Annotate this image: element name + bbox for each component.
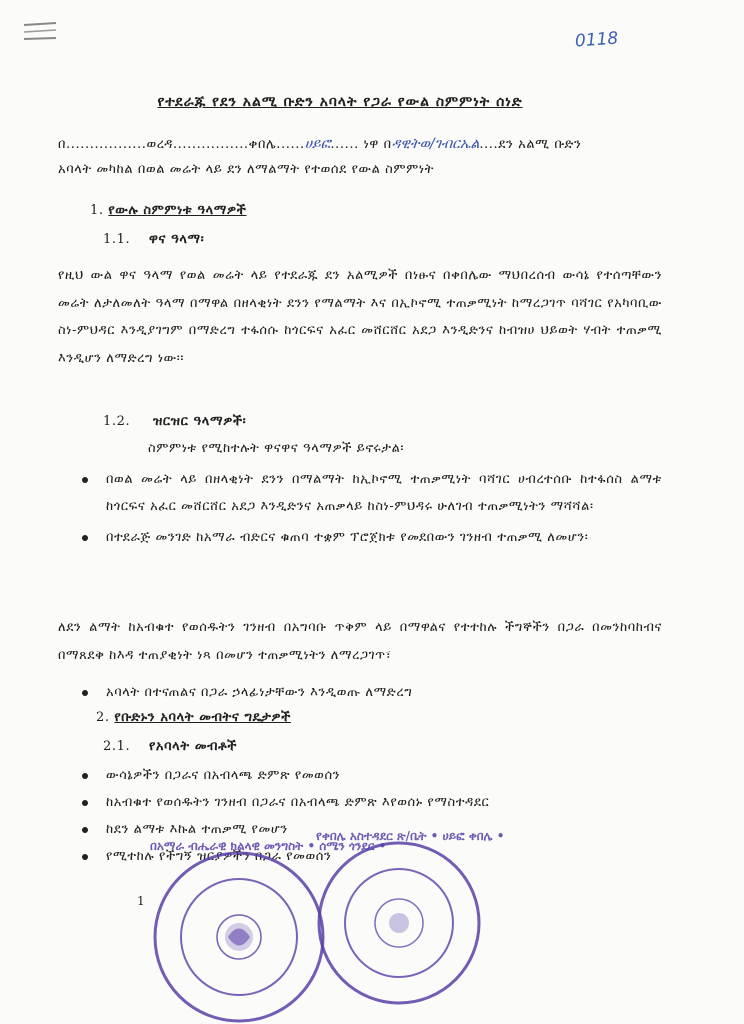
section-2-1-number: 2.1. xyxy=(103,739,131,754)
handwritten-page-reference: 0118 xyxy=(574,28,619,52)
intro-group-label: ደን አልሚ ቡድን xyxy=(498,137,582,152)
bullet-icon xyxy=(82,773,88,779)
bullet-icon xyxy=(82,690,88,696)
main-objective-paragraph: የዚህ ውል ዋና ዓላማ የወል መሬት ላይ የተደራጁ ደን አልሚዎች በነፁና በቀበሌው ማህበረሰብ ውሳኔ የተሰጣቸውን መሬት ለታለመለት ዓላማ በማዋል በዘላቂነት ደንን የማልማት እና በኢኮኖሚ ተጠቃሚነት ከማረጋገጥ ባሻገር የአካባቢው ስነ-ምህዳር እንዲያገግም በማድረግ ተፋሰሱ ከጎርፍና አፈር መሸርሸር አደጋ እንዲድንና ከብዝሀ ህይወት ሃብት ተጠቃሚ እንዲሆን ለማድረግ ነው፡፡ xyxy=(58,268,662,366)
section-1-title: የውሉ ስምምነቱ ዓላማዎች xyxy=(108,203,247,218)
intro-who-label: ነዋ በ xyxy=(363,137,392,152)
section-1-heading xyxy=(90,203,246,218)
official-seal-left-icon xyxy=(150,839,387,1024)
intro-kebele-label: ቀበሌ...... xyxy=(248,137,305,152)
list-item-text: በተደራጅ መንገድ ከአማራ ብድርና ቁጠባ ተቋም ፕሮጀክቱ የመደበውን ገንዘብ ተጠቃሚ ለመሆን፡ xyxy=(106,530,589,545)
section-1-1-number: 1.1. xyxy=(103,232,131,247)
list-item-text: ከአብቁተ የወሰዱትን ገንዘብ በጋራና በአብላጫ ድምጽ እየወሰኑ የማስተዳደር xyxy=(106,795,490,810)
bullet-icon xyxy=(82,800,88,806)
list-item xyxy=(78,789,662,816)
list-item-text: ከደን ልማቱ እኩል ተጠቃሚ የመሆን xyxy=(106,822,288,837)
handwritten-kebele-name: ሀይፎ xyxy=(304,136,331,152)
bullet-icon xyxy=(82,477,88,483)
section-2-1-title: የአባላት መብቶች xyxy=(148,739,238,754)
handwritten-group-name: ዳዊትወ/ገብርኤል xyxy=(391,136,480,152)
list-item xyxy=(78,762,662,789)
seal-right-text: የቀበሌ አስተዳደር ጽ/ቤት • ሀይፎ ቀበሌ • xyxy=(316,829,505,843)
list-item-text: በወል መሬት ላይ በዘላቂነት ደንን በማልማት ከኢኮኖሚ ተጠቃሚነት ባሻገር ሀብረተሰቡ ከተፋሰስ ልማቱ ከጎርፍና አፈር መሸርሸር አደጋ እንዲድንና አጠቃላይ ከስነ-ምህዳሩ ሁለገብ ተጠቃሚነትን ማሻሻል፡ xyxy=(106,472,662,514)
section-2-1-heading xyxy=(103,739,237,754)
list-item xyxy=(78,466,662,520)
intro-in-label: በ................. xyxy=(58,137,147,152)
section-1-1-heading xyxy=(103,232,204,247)
intro-woreda-label: ወረዳ................ xyxy=(146,137,249,152)
bullet-icon xyxy=(82,535,88,541)
list-item xyxy=(78,524,662,551)
section-2-title: የቡድኑን አባላት መብትና ግዴታዎች xyxy=(114,710,291,725)
section-1-2-heading xyxy=(103,414,246,429)
list-item-text: ውሳኔዎችን በጋራና በአብላጫ ድምጽ የመወሰን xyxy=(106,768,341,783)
member-responsibility-list xyxy=(78,679,662,706)
intro-line-2: አባላት መካከል በወል መሬት ላይ ደን ለማልማት የተወሰደ የውል ስምምነት xyxy=(58,162,435,177)
section-1-1-title: ዋና ዓላማ፡ xyxy=(148,232,205,247)
intro-kebele-dots: ...... xyxy=(330,137,359,152)
intro-line-1 xyxy=(58,136,581,152)
specific-objectives-list xyxy=(78,466,662,551)
document-title: የተደራጁ የደን አልሚ ቡድን አባላት የጋራ የውል ስምምነት ሰነድ xyxy=(157,94,523,110)
bullet-icon xyxy=(82,854,88,860)
list-item-text: አባላት በተናጠልና በጋራ ኃላፊነታቸውን እንዲወጡ ለማድረግ xyxy=(106,685,413,700)
list-item xyxy=(78,679,662,706)
intro-group-dots: .... xyxy=(479,137,499,152)
official-seal-right-icon xyxy=(316,829,505,1006)
section-2-number: 2. xyxy=(96,710,110,725)
list-item-text: የሚተከሉ የችግኝ ዝርያዎችን በጋራ የመወሰን xyxy=(106,849,332,864)
page-number: 1 xyxy=(137,894,145,908)
bullet-icon xyxy=(82,827,88,833)
section-1-2-title: ዝርዝር ዓላማዎች፡ xyxy=(152,414,247,429)
staple-mark-icon xyxy=(22,20,58,44)
specific-objectives-intro: ስምምነቱ የሚከተሉት ዋናዋና ዓላማዎች ይኖሩታል፡ xyxy=(148,441,405,456)
loan-usage-paragraph: ለደን ልማት ከአብቁተ የወሰዱትን ገንዘብ በአግባቡ ጥቅም ላይ በማዋልና የተተከሉ ችግኞችን በጋራ በመንከባከብና በማጸደቅ ከእዳ ተጠያቂነት ነጻ በመሆን ተጠቃሚነትን ለማረጋገጥ፣ xyxy=(58,620,662,663)
section-1-2-number: 1.2. xyxy=(103,414,131,429)
section-2-heading xyxy=(96,710,291,725)
seal-left-text: በአማራ ብሔራዊ ክልላዊ መንግስት • ሰሜን ጎንደር • xyxy=(150,839,387,853)
section-1-number: 1. xyxy=(90,203,104,218)
